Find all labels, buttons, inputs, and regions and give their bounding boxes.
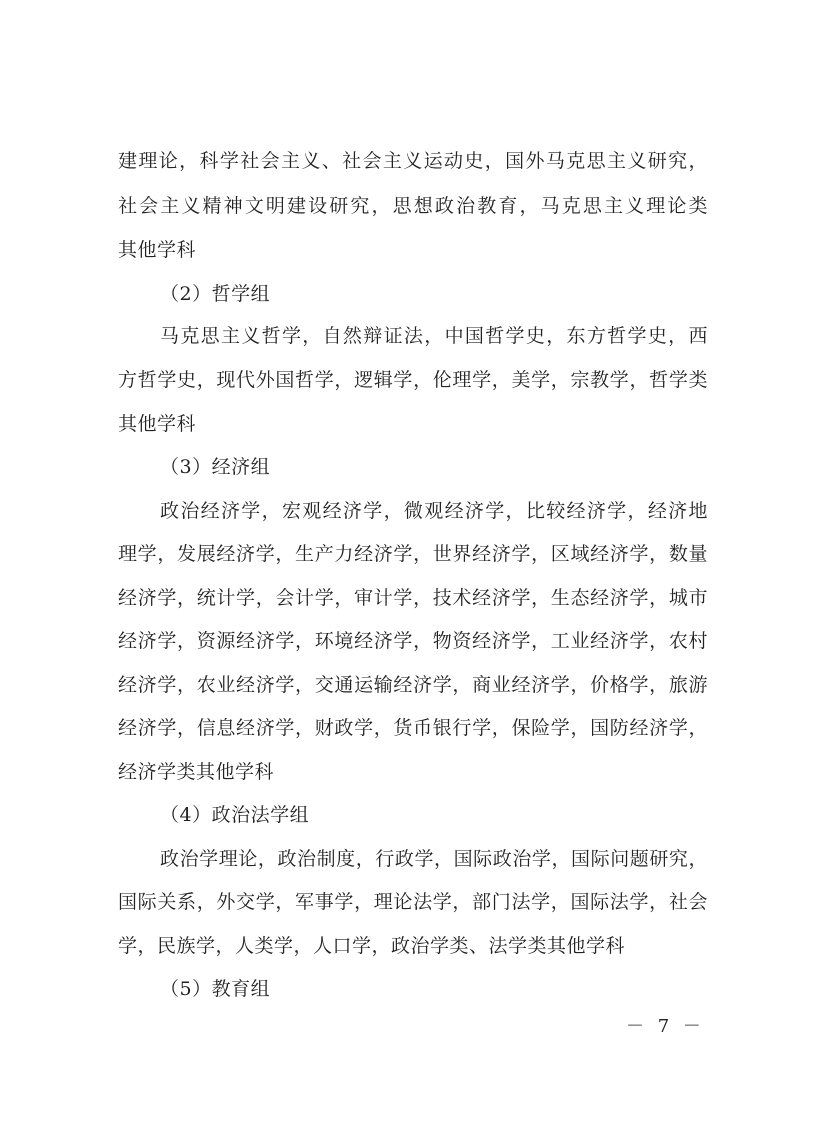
section-heading-philosophy: （2）哲学组 (160, 283, 271, 305)
section-heading-politics-law: （4）政治法学组 (160, 804, 310, 826)
text-line-7: 其他学科 (118, 413, 197, 435)
page-number: － 7 － (626, 1016, 705, 1037)
text-line-5: 马克思主义哲学，自然辩证法，中国哲学史，东方哲学史，西 (160, 325, 708, 347)
section-heading-economics: （3）经济组 (160, 456, 271, 478)
text-line-3: 其他学科 (118, 239, 197, 261)
text-line-18: 国际关系，外交学，军事学，理论法学，部门法学，国际法学，社会 (118, 891, 708, 913)
text-line-6: 方哲学史，现代外国哲学，逻辑学，伦理学，美学，宗教学，哲学类 (118, 369, 708, 391)
text-line-17: 政治学理论，政治制度，行政学，国际政治学，国际问题研究， (160, 848, 708, 870)
text-line-13: 经济学，农业经济学，交通运输经济学，商业经济学，价格学，旅游 (118, 674, 708, 696)
text-line-1: 建理论，科学社会主义、社会主义运动史，国外马克思主义研究， (118, 150, 708, 172)
text-line-11: 经济学，统计学，会计学，审计学，技术经济学，生态经济学，城市 (118, 587, 708, 609)
text-line-9: 政治经济学，宏观经济学，微观经济学，比较经济学，经济地 (160, 500, 708, 522)
text-line-12: 经济学，资源经济学，环境经济学，物资经济学，工业经济学，农村 (118, 630, 708, 652)
text-line-14: 经济学，信息经济学，财政学，货币银行学，保险学，国防经济学， (118, 717, 708, 739)
text-line-15: 经济学类其他学科 (118, 761, 275, 783)
text-line-2: 社会主义精神文明建设研究，思想政治教育，马克思主义理论类 (118, 195, 708, 217)
text-line-10: 理学，发展经济学，生产力经济学，世界经济学，区域经济学，数量 (118, 543, 708, 565)
text-line-19: 学，民族学，人类学，人口学，政治学类、法学类其他学科 (118, 935, 626, 957)
section-heading-education: （5）教育组 (160, 978, 271, 1000)
